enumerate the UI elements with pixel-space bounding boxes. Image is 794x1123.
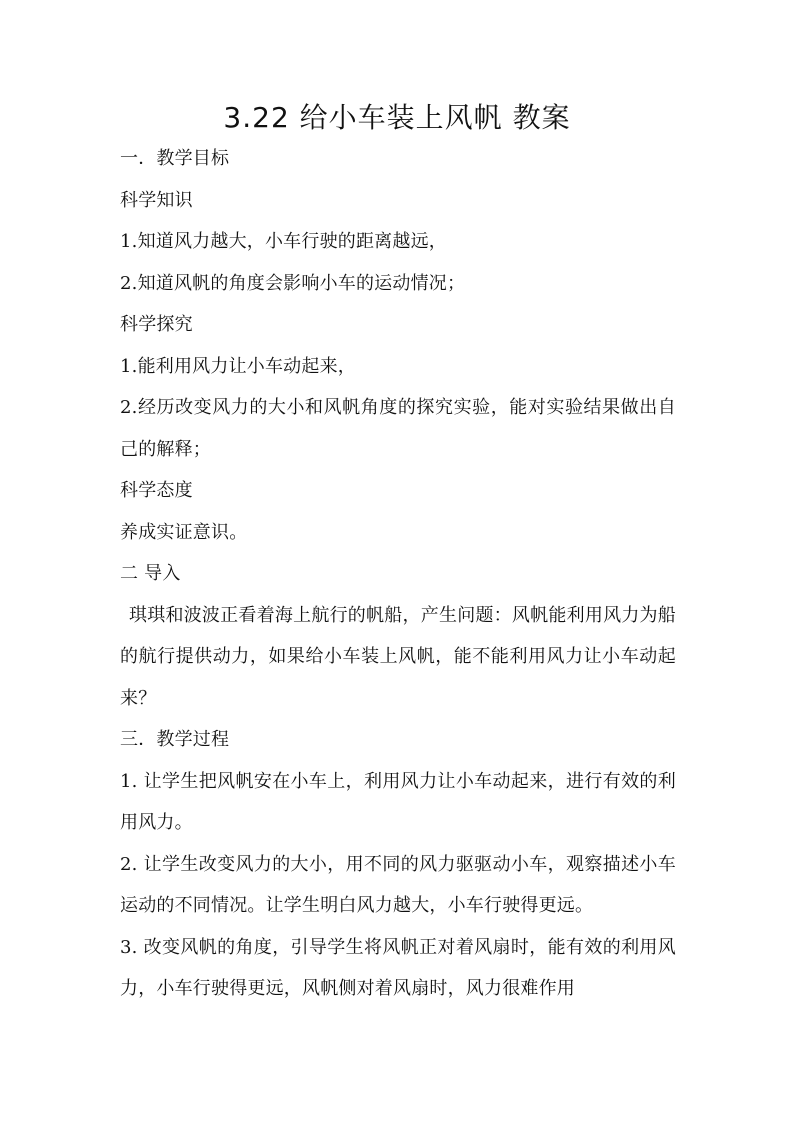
inquiry-item-2: 2.经历改变风力的大小和风帆角度的探究实验，能对实验结果做出自己的解释；: [120, 397, 676, 460]
inquiry-item-1: 1.能利用风力让小车动起来，: [120, 355, 356, 377]
section-heading-objectives: 一．教学目标: [120, 148, 230, 169]
subheading-knowledge: 科学知识: [120, 189, 193, 211]
attitude-text: 养成实证意识。: [120, 521, 248, 543]
process-item-2: 2. 让学生改变风力的大小，用不同的风力驱驱动小车，观察描述小车运动的不同情况。让学生明白风力越大，小车行驶得更远。: [120, 853, 676, 916]
subheading-inquiry: 科学探究: [120, 314, 193, 335]
process-item-3: 3. 改变风帆的角度，引导学生将风帆正对着风扇时，能有效的利用风力，小车行驶得更远，风帆侧对着风扇时，风力很难作用: [120, 936, 676, 999]
knowledge-item-2: 2.知道风帆的角度会影响小车的运动情况；: [120, 272, 466, 294]
document-title: 3.22 给小车装上风帆 教案: [223, 101, 571, 134]
intro-paragraph: 琪琪和波波正看着海上航行的帆船，产生问题：风帆能利用风力为船的航行提供动力，如果给小车装上风帆，能不能利用风力让小车动起来？: [120, 604, 676, 709]
document-body: [120, 138, 676, 1010]
knowledge-item-1: 1.知道风力越大，小车行驶的距离越远，: [120, 231, 447, 252]
process-item-1: 1. 让学生把风帆安在小车上，利用风力让小车动起来，进行有效的利用风力。: [120, 770, 676, 833]
section-heading-intro: 二 导入: [120, 563, 181, 584]
subheading-attitude: 科学态度: [120, 480, 193, 501]
section-heading-process: 三．教学过程: [120, 729, 230, 750]
